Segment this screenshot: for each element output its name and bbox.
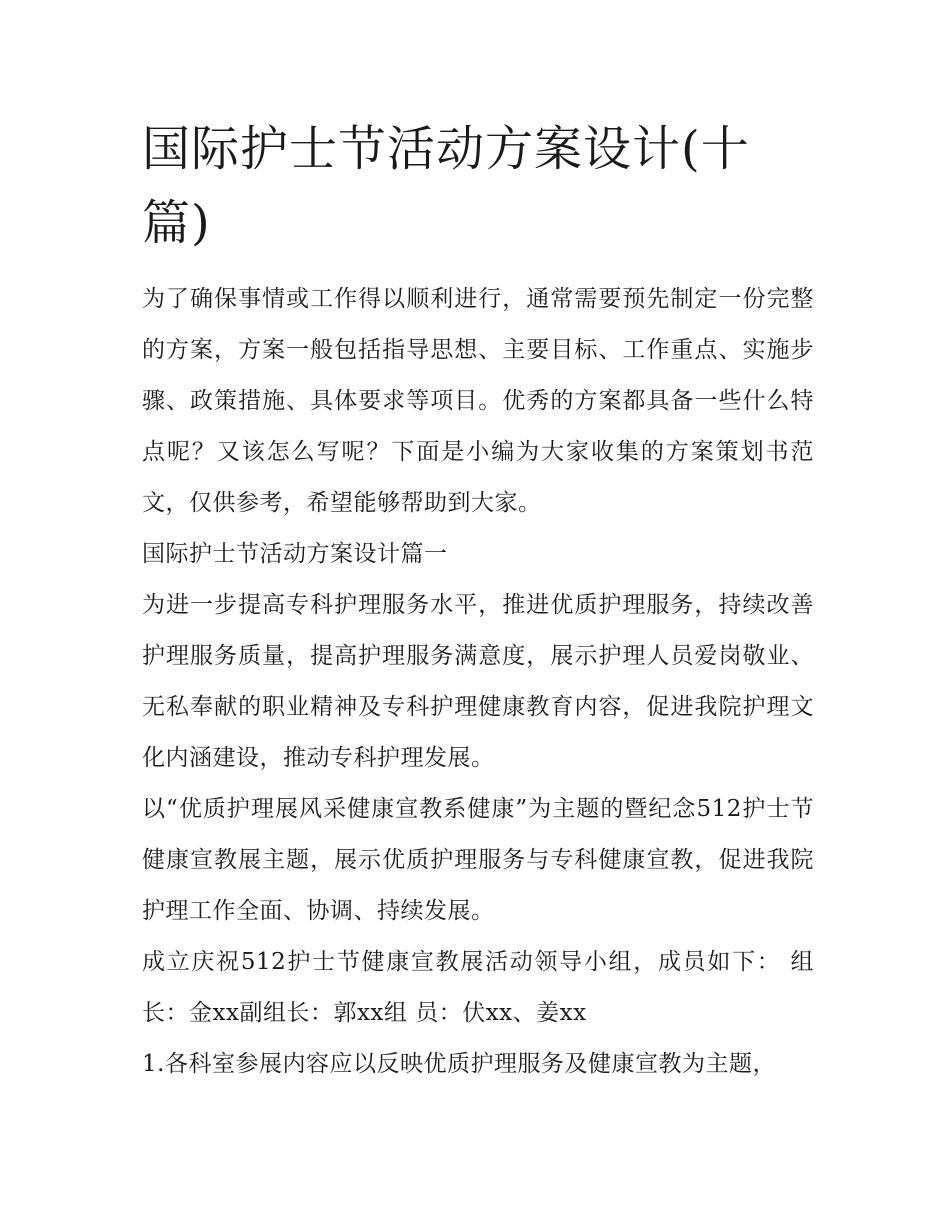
document-page (142, 112, 814, 1090)
document-title: 国际护士节活动方案设计(十篇) (142, 121, 750, 251)
body-paragraph: 成立庆祝512护士节健康宣教展活动领导小组，成员如下： 组长：金xx副组长：郭xx组 员：伏xx、姜xx (142, 949, 814, 1026)
intro-paragraph: 为了确保事情或工作得以顺利进行，通常需要预先制定一份完整的方案，方案一般包括指导思想、主要目标、工作重点、实施步骤、政策措施、具体要求等项目。优秀的方案都具备一些什么特点呢？又该怎么写呢？下面是小编为大家收集的方案策划书范文，仅供参考，希望能够帮助到大家。 (142, 286, 814, 516)
body-paragraph: 1.各科室参展内容应以反映优质护理服务及健康宣教为主题， (142, 1051, 776, 1077)
body-paragraph: 为进一步提高专科护理服务水平，推进优质护理服务，持续改善护理服务质量，提高护理服务满意度，展示护理人员爱岗敬业、无私奉献的职业精神及专科护理健康教育内容，促进我院护理文化内涵建设，推动专科护理发展。 (142, 592, 814, 771)
section-heading: 国际护士节活动方案设计篇一 (142, 541, 448, 567)
body-paragraph: 以“优质护理展风采健康宣教系健康”为主题的暨纪念512护士节健康宣教展主题，展示优质护理服务与专科健康宣教，促进我院护理工作全面、协调、持续发展。 (142, 796, 814, 924)
